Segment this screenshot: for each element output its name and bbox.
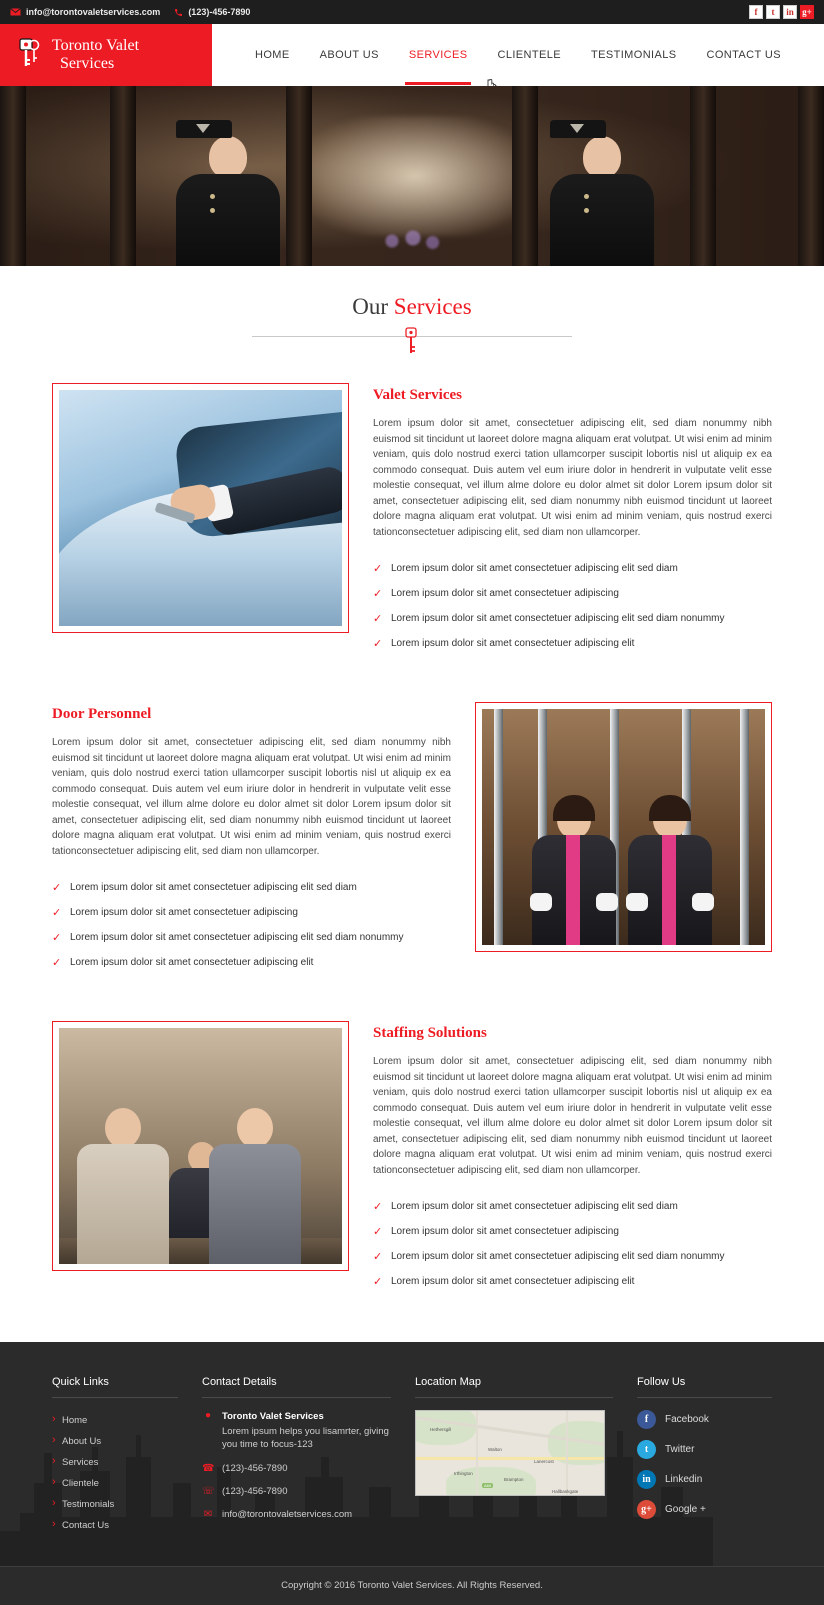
footer-follow-title: Follow Us (637, 1376, 772, 1398)
check-icon: ✓ (52, 957, 62, 969)
page-title (0, 294, 824, 320)
footer-contact-details (202, 1376, 391, 1536)
top-phone-text: (123)-456-7890 (188, 7, 251, 17)
linkedin-icon: in (637, 1470, 656, 1489)
social-link-googleplus[interactable] (637, 1500, 772, 1519)
site-footer (0, 1342, 824, 1605)
footer-phone-2: (123)-456-7890 (222, 1486, 288, 1497)
footer-link-about-us[interactable]: › About Us (52, 1431, 178, 1452)
top-social-list (749, 5, 814, 19)
list-item-label: Lorem ipsum dolor sit amet consectetuer adipiscing (391, 1226, 619, 1237)
list-item (373, 1244, 772, 1269)
footer-quicklinks-list (52, 1410, 178, 1536)
phone-icon (174, 8, 183, 17)
list-item-label: Lorem ipsum dolor sit amet consectetuer adipiscing elit sed diam nonummy (70, 932, 404, 943)
hero-banner (0, 86, 824, 266)
social-link-facebook[interactable] (637, 1410, 772, 1429)
map-label: Irthington (454, 1471, 473, 1476)
footer-address-lines (222, 1410, 391, 1451)
footer-link-contact-us[interactable]: › Contact Us (52, 1515, 178, 1536)
site-header (0, 24, 824, 86)
top-contact-group (10, 7, 250, 17)
logo-line-1: Toronto Valet (52, 37, 140, 54)
social-link-linkedin[interactable] (637, 1470, 772, 1489)
map-highway-badge: A69 (484, 1483, 492, 1488)
list-item (52, 900, 451, 925)
valet-key-icon (14, 36, 44, 74)
social-label: Google + (665, 1504, 706, 1515)
check-icon: ✓ (373, 638, 383, 650)
footer-link-clientele[interactable]: › Clientele (52, 1473, 178, 1494)
nav-item-testimonials[interactable]: TESTIMONIALS (591, 49, 677, 61)
check-icon: ✓ (52, 882, 62, 894)
nav-item-home[interactable]: HOME (255, 49, 290, 61)
top-bar (0, 0, 824, 24)
list-item (373, 1194, 772, 1219)
footer-location-map (415, 1376, 613, 1536)
list-item (373, 581, 772, 606)
list-item (373, 556, 772, 581)
service-title: Valet Services (373, 387, 463, 403)
service-text-valet (373, 383, 772, 656)
list-item-label: Lorem ipsum dolor sit amet consectetuer adipiscing elit (391, 1276, 635, 1287)
envelope-icon: ✉ (203, 1509, 213, 1520)
nav-item-about-us[interactable]: ABOUT US (319, 49, 379, 61)
page-title-accent: Services (393, 294, 472, 319)
map-label: Hethersgill (430, 1427, 452, 1432)
service-text-staffing (373, 1021, 772, 1294)
linkedin-icon[interactable]: in (783, 5, 797, 19)
service-title: Staffing Solutions (373, 1025, 487, 1041)
hero-lobby-glow (300, 116, 530, 236)
check-icon: ✓ (373, 588, 383, 600)
list-item-label: Lorem ipsum dolor sit amet consectetuer adipiscing elit sed diam (391, 563, 678, 574)
phone-icon: ☎ (202, 1463, 215, 1474)
nav-item-contact-us[interactable]: CONTACT US (706, 49, 781, 61)
nav-item-clientele[interactable]: CLIENTELE (497, 49, 561, 61)
list-item (373, 1219, 772, 1244)
service-bullet-list (52, 875, 451, 975)
footer-phone-1: (123)-456-7890 (222, 1463, 288, 1474)
nav-item-services[interactable]: SERVICES (409, 43, 468, 67)
key-divider-icon (403, 327, 421, 357)
logo-text (52, 37, 139, 73)
footer-email: info@torontovaletservices.com (222, 1509, 353, 1520)
list-item (52, 950, 451, 975)
service-image-door-personnel (475, 702, 772, 952)
check-icon: ✓ (373, 1276, 383, 1288)
footer-address-row (202, 1410, 391, 1451)
copyright-bar: Copyright © 2016 Toronto Valet Services. All Rights Reserved. (0, 1566, 824, 1605)
list-item (52, 875, 451, 900)
service-block-valet-services (52, 383, 772, 656)
check-icon: ✓ (373, 1201, 383, 1213)
service-image-valet (52, 383, 349, 633)
service-bullet-list (373, 556, 772, 656)
twitter-icon: t (637, 1440, 656, 1459)
service-title: Door Personnel (52, 706, 152, 722)
facebook-icon: f (637, 1410, 656, 1429)
footer-quicklinks (52, 1376, 178, 1536)
list-item (373, 1269, 772, 1294)
check-icon: ✓ (373, 613, 383, 625)
footer-phone-row-1[interactable] (202, 1463, 391, 1474)
top-email-text: info@torontovaletservices.com (26, 7, 161, 17)
logo-line-2: Services (60, 55, 115, 72)
footer-columns (52, 1376, 772, 1536)
page-title-prefix: Our (352, 294, 394, 319)
footer-link-services[interactable]: › Services (52, 1452, 178, 1473)
check-icon: ✓ (373, 563, 383, 575)
section-heading (0, 266, 824, 337)
map-label: Brampton (504, 1477, 524, 1482)
list-item-label: Lorem ipsum dolor sit amet consectetuer adipiscing elit sed diam (391, 1201, 678, 1212)
list-item-label: Lorem ipsum dolor sit amet consectetuer adipiscing elit (391, 638, 635, 649)
footer-social-list (637, 1410, 772, 1519)
service-bullet-list (373, 1194, 772, 1294)
top-email[interactable] (10, 7, 160, 17)
list-item (373, 631, 772, 656)
service-paragraph: Lorem ipsum dolor sit amet, consectetuer adipiscing elit, sed diam nonummy nibh euismod sit tincidunt ut laoreet dolore magna aliquam erat volutpat. Ut wisi enim ad minim veniam, quis dolo nostrud exerci tation ullamcorper suscipit lobortis nisl ut aliquip ex ea commodo consequat. Duis autem vel eum iriure dolor in hendrerit in vulputate velit esse molestie consequat, vel illum alme dolore eu dolor almet sit dolor Lorem ipsum dolor sit amet, consectetuer adipiscing elit, sed diam nonummy nibh euismod tincidunt ut laoreet dolore magna aliquam erat volutpat. Ut wisi enim ad minim veniam, quis nostrud exerci tationconsectetuer adipiscing elit, sed diam non ullamcorper. (52, 737, 451, 857)
hero-flowers (378, 226, 448, 256)
footer-email-row[interactable] (202, 1509, 391, 1520)
logo[interactable] (0, 24, 212, 86)
footer-phone-row-2[interactable] (202, 1486, 391, 1497)
list-item (373, 606, 772, 631)
twitter-icon[interactable]: t (766, 5, 780, 19)
map-widget[interactable] (415, 1410, 605, 1496)
list-item-label: Lorem ipsum dolor sit amet consectetuer adipiscing elit sed diam nonummy (391, 1251, 725, 1262)
googleplus-icon: g+ (637, 1500, 656, 1519)
service-paragraph: Lorem ipsum dolor sit amet, consectetuer adipiscing elit, sed diam nonummy nibh euismod sit tincidunt ut laoreet dolore magna aliquam erat volutpat. Ut wisi enim ad minim veniam, quis dolo nostrud exerci tation ullamcorper suscipit lobortis nisl ut aliquip ex ea commodo consequat. Duis autem vel eum iriure dolor in hendrerit in vulputate velit esse molestie consequat, vel illum alme dolore eu dolor almet sit dolor Lorem ipsum dolor sit amet, consectetuer adipiscing elit, sed diam nonummy nibh euismod tincidunt ut laoreet dolore magna aliquam erat volutpat. Ut wisi enim ad minim veniam, quis nostrud exerci tationconsectetuer adipiscing elit, sed diam non ullamcorper. (373, 418, 772, 538)
check-icon: ✓ (52, 907, 62, 919)
footer-address-text: Lorem ipsum helps you lisamrter, giving you time to focus-123 (222, 1426, 389, 1450)
social-label: Linkedin (665, 1474, 703, 1485)
footer-quicklinks-title: Quick Links (52, 1376, 178, 1398)
list-item-label: Lorem ipsum dolor sit amet consectetuer adipiscing elit sed diam (70, 882, 357, 893)
main-nav (212, 24, 824, 86)
services-container (0, 383, 824, 1294)
map-label: Lanercost (534, 1459, 554, 1464)
service-text-door-personnel (52, 702, 451, 975)
envelope-icon (10, 8, 21, 16)
footer-link-home[interactable]: › Home (52, 1410, 178, 1431)
top-phone[interactable] (174, 7, 250, 17)
hero-bellhop-right (550, 120, 654, 266)
social-link-twitter[interactable] (637, 1440, 772, 1459)
social-label: Facebook (665, 1414, 709, 1425)
check-icon: ✓ (373, 1251, 383, 1263)
map-pin-icon: ● (204, 1410, 212, 1421)
service-block-door-personnel (52, 702, 772, 975)
footer-follow-us (637, 1376, 772, 1536)
footer-contact-title: Contact Details (202, 1376, 391, 1398)
footer-company-name: Toronto Valet Services (222, 1411, 324, 1422)
mobile-icon: ☏ (202, 1486, 215, 1497)
map-label: Hallbankgate (552, 1489, 579, 1494)
hero-bellhop-left (176, 120, 280, 266)
list-item-label: Lorem ipsum dolor sit amet consectetuer adipiscing (391, 588, 619, 599)
list-item-label: Lorem ipsum dolor sit amet consectetuer adipiscing elit sed diam nonummy (391, 613, 725, 624)
title-divider (252, 336, 572, 337)
list-item-label: Lorem ipsum dolor sit amet consectetuer adipiscing elit (70, 957, 314, 968)
list-item-label: Lorem ipsum dolor sit amet consectetuer adipiscing (70, 907, 298, 918)
service-block-staffing-solutions (52, 1021, 772, 1294)
check-icon: ✓ (373, 1226, 383, 1238)
facebook-icon[interactable]: f (749, 5, 763, 19)
footer-link-testimonials[interactable]: › Testimonials (52, 1494, 178, 1515)
list-item (52, 925, 451, 950)
check-icon: ✓ (52, 932, 62, 944)
map-label: Walton (488, 1447, 502, 1452)
googleplus-icon[interactable]: g+ (800, 5, 814, 19)
service-image-staffing (52, 1021, 349, 1271)
service-paragraph: Lorem ipsum dolor sit amet, consectetuer adipiscing elit, sed diam nonummy nibh euismod sit tincidunt ut laoreet dolore magna aliquam erat volutpat. Ut wisi enim ad minim veniam, quis dolo nostrud exerci tation ullamcorper suscipit lobortis nisl ut aliquip ex ea commodo consequat. Duis autem vel eum iriure dolor in hendrerit in vulputate velit esse molestie consequat, vel illum alme dolore eu dolor almet sit dolor Lorem ipsum dolor sit amet, consectetuer adipiscing elit, sed diam nonummy nibh euismod tincidunt ut laoreet dolore magna aliquam erat volutpat. Ut wisi enim ad minim veniam, quis nostrud exerci tationconsectetuer adipiscing elit, sed diam non ullamcorper. (373, 1056, 772, 1176)
social-label: Twitter (665, 1444, 695, 1455)
footer-map-title: Location Map (415, 1376, 613, 1398)
